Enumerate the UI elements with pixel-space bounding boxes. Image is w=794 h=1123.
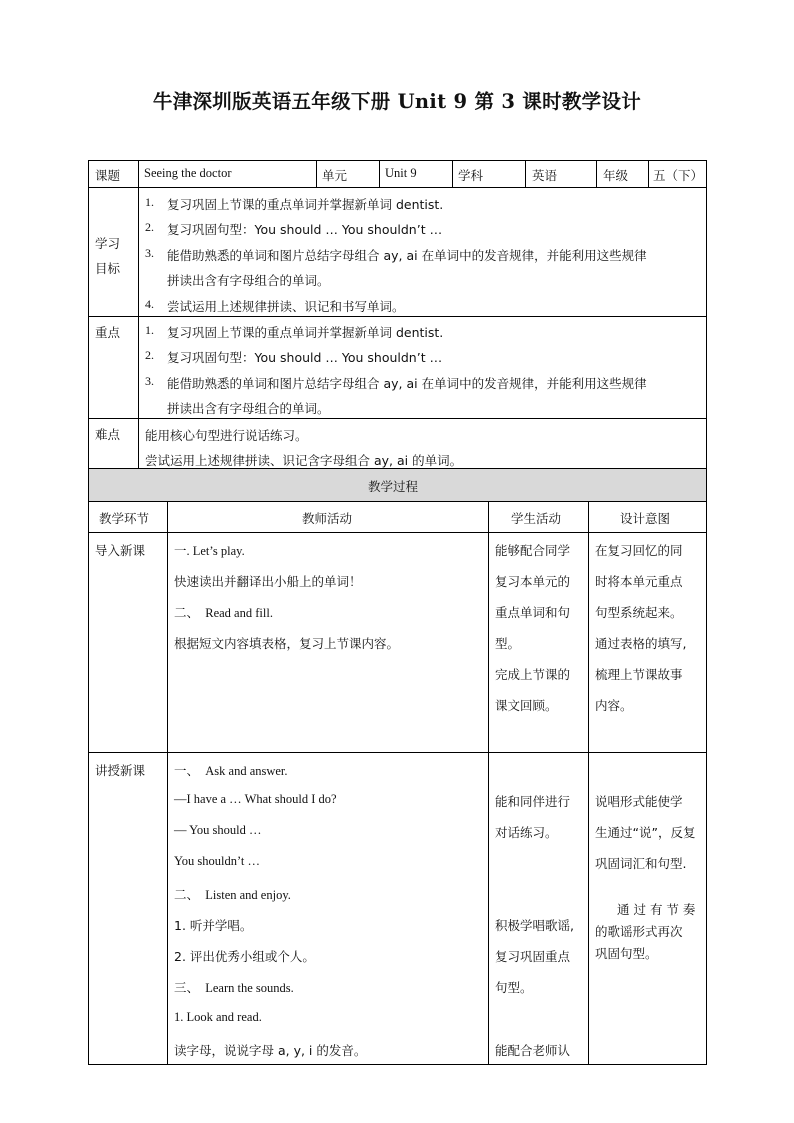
unit-value: Unit 9	[385, 166, 417, 180]
teacher-line: 读字母，说说字母 a, y, i 的发音。	[174, 1043, 367, 1058]
unit-label: 单元	[322, 168, 348, 183]
design-line: 巩固词汇和句型.	[595, 856, 687, 871]
difficulties-label: 难点	[95, 427, 121, 442]
design-line: 梳理上节课故事	[595, 667, 683, 682]
teacher-line: 快速读出并翻译出小船上的单词！	[174, 574, 362, 589]
col-student-header: 学生活动	[511, 511, 562, 526]
table-border	[88, 1064, 707, 1065]
col-teacher-header: 教师活动	[302, 511, 353, 526]
teacher-line: 二、 Read and fill.	[174, 606, 273, 620]
subject-label: 学科	[458, 168, 484, 183]
col-design-header: 设计意图	[620, 511, 671, 526]
table-border	[588, 501, 589, 1065]
teacher-line: — You should …	[174, 823, 262, 837]
student-line: 复习巩固重点	[495, 949, 571, 964]
teacher-line: 二、 Listen and enjoy.	[174, 888, 291, 902]
teacher-line: 三、 Learn the sounds.	[174, 981, 294, 995]
table-border	[379, 160, 380, 188]
table-border	[88, 418, 707, 419]
goal-item-continuation: 拼读出含有字母组合的单词。	[167, 273, 330, 288]
table-border	[316, 160, 317, 188]
design-line: 时将本单元重点	[595, 574, 683, 589]
teacher-line: 一. Let’s play.	[174, 544, 245, 558]
table-border	[138, 160, 139, 469]
student-line: 能和同伴进行	[495, 794, 571, 809]
key-points-label: 重点	[95, 325, 121, 340]
table-border	[452, 160, 453, 188]
difficulty-line: 尝试运用上述规律拼读、识记含字母组合 ay, ai 的单词。	[145, 453, 463, 468]
design-line: 通过表格的填写,	[595, 636, 687, 651]
student-line: 重点单词和句	[495, 605, 571, 620]
student-line: 能够配合同学	[495, 543, 571, 558]
table-border	[88, 160, 89, 1065]
table-border	[488, 501, 489, 1065]
student-line: 对话练习。	[495, 825, 558, 840]
grade-value: 五（下）	[653, 168, 704, 183]
stage-name: 讲授新课	[95, 763, 146, 778]
table-border	[596, 160, 597, 188]
table-border	[88, 752, 707, 753]
student-line: 复习本单元的	[495, 574, 571, 589]
document-title: 牛津深圳版英语五年级下册 Unit 9 第 3 课时教学设计	[152, 90, 642, 113]
table-border	[88, 160, 707, 161]
teacher-line: 一、 Ask and answer.	[174, 764, 288, 778]
table-border	[88, 187, 707, 188]
student-line: 课文回顾。	[495, 698, 558, 713]
teacher-line: 根据短文内容填表格，复习上节课内容。	[174, 636, 400, 651]
design-line: 在复习回忆的同	[595, 543, 683, 558]
goals-label-line1: 学习	[95, 236, 121, 251]
teacher-line: 2. 评出优秀小组或个人。	[174, 949, 315, 964]
goals-label-line2: 目标	[95, 261, 121, 276]
table-border	[167, 501, 168, 1065]
student-line: 积极学唱歌谣,	[495, 918, 574, 933]
design-line: 巩固句型。	[595, 946, 658, 961]
design-line: 的歌谣形式再次	[595, 924, 683, 939]
table-border	[88, 532, 707, 533]
design-line: 句型系统起来。	[595, 605, 683, 620]
student-line: 完成上节课的	[495, 667, 571, 682]
student-line: 能配合老师认	[495, 1043, 571, 1058]
teacher-line: You shouldn’t …	[174, 854, 261, 868]
table-border	[88, 501, 707, 502]
table-border	[88, 316, 707, 317]
key-point-continuation: 拼读出含有字母组合的单词。	[167, 401, 330, 416]
col-stage-header: 教学环节	[99, 511, 150, 526]
grade-label: 年级	[603, 168, 629, 183]
difficulty-line: 能用核心句型进行说话练习。	[145, 428, 308, 443]
process-header: 教学过程	[368, 479, 419, 494]
design-line: 内容。	[595, 698, 633, 713]
stage-name: 导入新课	[95, 543, 146, 558]
design-line: 说唱形式能使学	[595, 794, 683, 809]
teacher-line: 1. 听并学唱。	[174, 918, 253, 933]
teacher-line: 1. Look and read.	[174, 1010, 262, 1024]
table-border	[525, 160, 526, 188]
subject-value: 英语	[532, 168, 558, 183]
student-line: 型。	[495, 636, 521, 651]
design-line: 通 过 有 节 奏	[617, 902, 696, 917]
design-line: 生通过“说”，反复	[595, 825, 696, 840]
table-border	[648, 160, 649, 188]
teacher-line: —I have a … What should I do?	[174, 792, 337, 806]
student-line: 句型。	[495, 980, 533, 995]
topic-label: 课题	[95, 168, 121, 183]
topic-value: Seeing the doctor	[144, 166, 232, 180]
table-border	[706, 160, 707, 1065]
